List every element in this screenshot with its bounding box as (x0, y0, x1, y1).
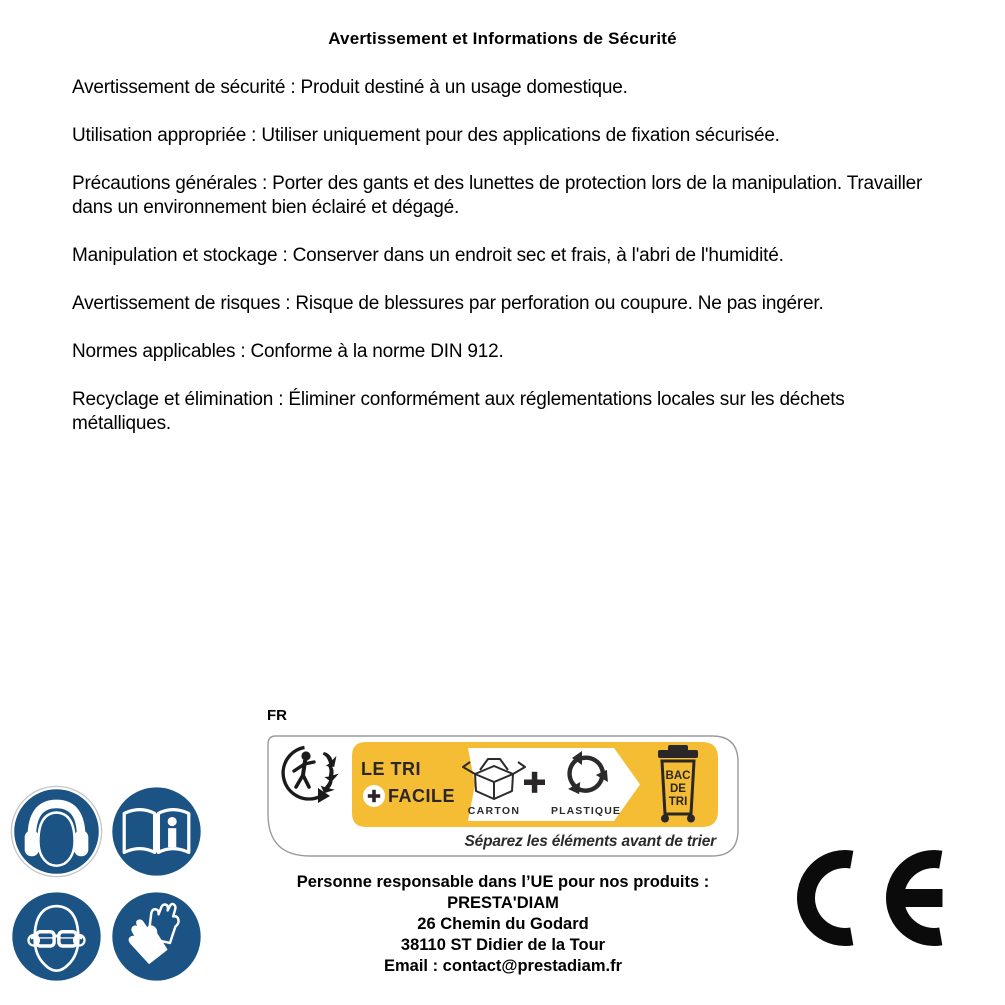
paragraph-safety-warning: Avertissement de sécurité : Produit destiné à un usage domestique. (72, 77, 628, 98)
headline-le-tri: LE TRI (361, 759, 421, 779)
bin-text-tri: TRI (668, 796, 688, 808)
material-plastique-label: PLASTIQUE (551, 805, 621, 817)
ce-marking-icon (796, 842, 948, 954)
contact-city: 38110 ST Didier de la Tour (400, 936, 606, 954)
wear-eye-protection-icon (9, 889, 104, 984)
wear-ear-protection-icon (9, 784, 104, 879)
contact-line-intro: Personne responsable dans l’UE pour nos produits : (296, 873, 710, 891)
wear-protective-gloves-icon (109, 889, 204, 984)
paragraph-general-precautions: Précautions générales : Porter des gants et des lunettes de protection lors de la manipulation. Travailler dans un environnement bien éclairé et dégagé. (72, 173, 923, 218)
contact-street: 26 Chemin du Godard (417, 915, 589, 933)
contact-company-name: PRESTA'DIAM (447, 894, 559, 912)
country-code-label: FR (267, 707, 287, 724)
safety-paragraphs (72, 76, 945, 460)
page-title: Avertissement et Informations de Sécurité (328, 29, 677, 48)
read-instruction-manual-icon (109, 784, 204, 879)
paragraph-handling-storage: Manipulation et stockage : Conserver dans un endroit sec et frais, à l'abri de l'humidité. (72, 245, 784, 266)
contact-email: Email : contact@prestadiam.fr (384, 957, 622, 975)
paragraph-appropriate-use: Utilisation appropriée : Utiliser uniquement pour des applications de fixation sécurisée. (72, 125, 780, 146)
paragraph-risk-warning: Avertissement de risques : Risque de blessures par perforation ou coupure. Ne pas ingérer. (72, 293, 824, 314)
bin-text-bac: BAC (665, 770, 691, 782)
paragraph-recycling: Recyclage et élimination : Éliminer conformément aux réglementations locales sur les déchets métalliques. (72, 389, 845, 434)
mandatory-safety-pictograms (9, 784, 204, 984)
paragraph-standards: Normes applicables : Conforme à la norme DIN 912. (72, 341, 504, 362)
sorting-tagline: Séparez les éléments avant de trier (464, 833, 716, 850)
responsible-person-block (266, 872, 740, 977)
bin-text-de: DE (670, 783, 686, 795)
sorting-info-label (266, 734, 740, 858)
material-carton-label: CARTON (467, 805, 521, 817)
headline-facile: FACILE (388, 786, 456, 806)
